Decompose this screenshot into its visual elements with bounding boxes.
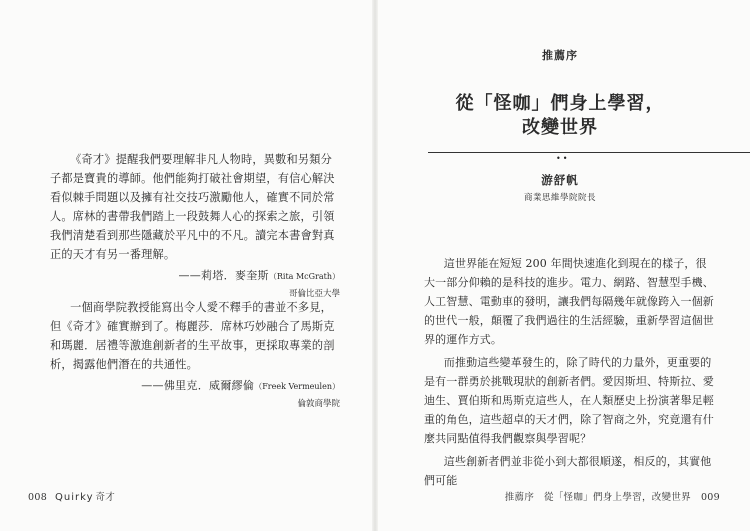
endorsement-1-attribution [50,268,340,285]
title-divider [428,152,750,153]
foreword-paragraph-2: 而推動這些變革發生的，除了時代的力量外，更重要的是有一群勇於挑戰現狀的創新者們。愛因斯坦、特斯拉、愛迪生、賈伯斯和馬斯克這些人，在人類歷史上扮演著舉足輕重的角色，這些超卓的天才們，除了智商之外，究竟還有什麼共同點值得我們觀察與學習呢？ [424,356,714,445]
foreword-paragraph-3: 這些創新者們並非從小到大都很順遂，相反的，其實他們可能 [424,455,712,487]
endorsement-1-name: ——莉塔．麥奎斯 [178,269,269,282]
section-kicker: 推薦序 [542,49,578,62]
endorsement-2-attribution [50,378,340,395]
left-folio-brand: Quirky [55,492,94,503]
chapter-title-line-2: 改變世界 [522,117,598,138]
book-gutter [372,0,378,531]
left-folio [28,489,115,503]
endorsement-1-text: 《奇才》提醒我們要理解非凡人物時，異數和另類分子都是寶貴的導師。他們能夠打破社會期望，有信心解決看似棘手問題以及擁有社交技巧激勵他人，確實不同於常人。席林的書帶我們踏上一段鼓舞人心的探索之旅，引領我們清楚看到那些隱藏於平凡中的不凡。讀完本書會對真正的天才有另一番理解。 [50,153,335,261]
foreword-body [424,254,716,490]
author-affiliation: 商業思維學院院長 [523,193,596,203]
chapter-title [410,92,710,140]
endorsement-2-name: ——佛里克．威爾繆倫 [141,379,255,392]
foreword-paragraph-1: 這世界能在短短 200 年間快速進化到現在的樣子，很大一部分仰賴的是科技的進步。電力、網路、智慧型手機、人工智慧、電動車的發明，讓我們每隔幾年就像跨入一個新的世代一般，顛覆了我們過往的生活經驗，重新學習這個世界的運作方式。 [424,257,714,346]
endorsement-2 [50,298,340,411]
author-name: 游舒帆 [541,173,579,187]
right-folio [505,489,720,503]
endorsement-1-latin-name: （Rita McGrath） [268,272,340,281]
endorsement-1 [50,150,340,301]
right-page-number: 009 [700,492,720,503]
left-page-number: 008 [28,492,48,503]
divider-ornament: •• [556,154,570,163]
endorsement-1-affiliation: 哥倫比亞大學 [288,289,340,299]
chapter-title-line-1: 從「怪咖」們身上學習， [455,93,665,114]
endorsement-2-text: 一個商學院教授能寫出令人愛不釋手的書並不多見，但《奇才》確實辦到了。梅麗莎．席林巧妙融合了馬斯克和瑪麗．居禮等激進創新者的生平故事，更採取專業的剖析，揭露他們潛在的共通性。 [50,301,335,371]
left-folio-title: 奇才 [95,492,116,503]
endorsement-2-latin-name: （Freek Vermeulen） [254,382,340,391]
right-running-head: 推薦序 從「怪咖」們身上學習，改變世界 [504,492,691,503]
endorsement-2-affiliation: 倫敦商學院 [297,399,340,409]
